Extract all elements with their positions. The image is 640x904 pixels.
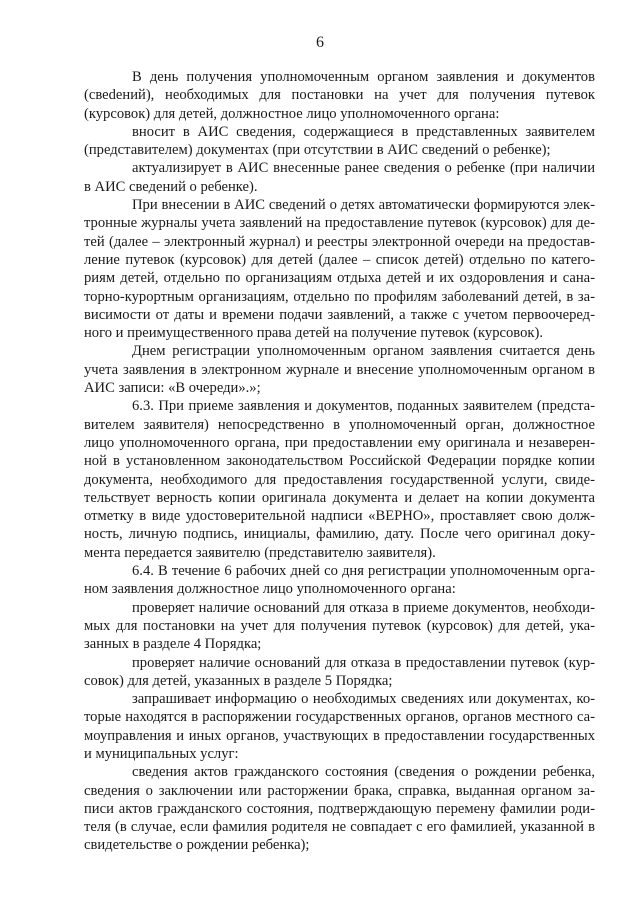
page-number: 6	[316, 34, 324, 51]
paragraph-10: запрашивает информацию о необходимых сведениях или документах, которые находятся в распоряжении государственных органов, органов местного самоуправления и иных органов, участвующих в предоставлении государственных и муниципальных услуг:	[84, 691, 595, 762]
paragraph-5: Днем регистрации уполномоченным органом заявления считается день учета заявления в электронном журнале и внесение уполномоченным органом в АИС записи: «В очереди».»;	[84, 343, 595, 397]
paragraph-1: В день получения уполномоченным органом заявления и документов (свеdений), необходимых для постановки на учет для получения путевок (курсовок) для детей, должностное лицо уполномоченного органа:	[84, 69, 595, 122]
paragraph-4: При внесении в АИС сведений о детях автоматически формируются электронные журналы учета заявлений на предоставление путевок (курсовок) для детей (далее – электронный журнал) и реестры электронной очереди на предоставление путевок (курсовок) для детей (далее – список детей) отдельно по категориям детей, отдельно по организациям отдыха детей и их оздоровления и санаторно-курортным организациям, отдельно по профилям заболеваний детей, в зависимости от даты и времени подачи заявлений, а также с учетом первоочередного и преимущественного права детей на получение путевок (курсовок).	[84, 197, 595, 342]
paragraph-7: 6.4. В течение 6 рабочих дней со дня регистрации уполномоченным органом заявления должностное лицо уполномоченного органа:	[84, 563, 595, 598]
paragraph-8: проверяет наличие оснований для отказа в приеме документов, необходимых для постановки на учет для получения путевок (курсовок) для детей, указанных в разделе 4 Порядка;	[84, 599, 595, 653]
document-body	[84, 68, 595, 855]
paragraph-6: 6.3. При приеме заявления и документов, поданных заявителем (представителем заявителя) непосредственно в уполномоченный орган, должностное лицо уполномоченного органа, при предоставлении ему оригинала и незаверенной в установленном законодательством Российской Федерации порядке копии документа, необходимого для предоставления государственной услуги, свидетельствует верность копии оригинала документа и делает на копии документа отметку в виде удостоверительной надписи «ВЕРНО», проставляет свою должность, личную подпись, инициалы, фамилию, дату. После чего оригинал документа передается заявителю (представителю заявителя).	[84, 398, 595, 561]
paragraph-3: актуализирует в АИС внесенные ранее сведения о ребенке (при наличии в АИС сведений о ребенке).	[84, 160, 595, 195]
paragraph-2: вносит в АИС сведения, содержащиеся в представленных заявителем (представителем) документах (при отсутствии в АИС сведений о ребенке);	[84, 123, 595, 159]
paragraph-11: сведения актов гражданского состояния (сведения о рождении ребенка, сведения о заключении или расторжении брака, справка, выданная органом записи актов гражданского состояния, подтверждающую перемену фамилии родителя (в случае, если фамилия родителя не совпадает с его фамилией, указанной в свидетельстве о рождении ребенка);	[84, 764, 595, 854]
paragraph-9: проверяет наличие оснований для отказа в предоставлении путевок (курсовок) для детей, указанных в разделе 5 Порядка;	[84, 654, 595, 689]
